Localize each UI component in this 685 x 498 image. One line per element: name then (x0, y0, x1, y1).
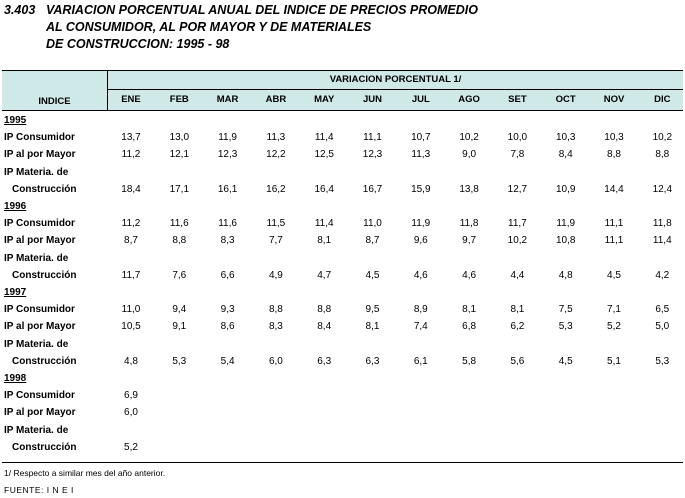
value-cell: 5,3 (558, 321, 573, 333)
value-cell: 8,1 (462, 304, 477, 316)
title-line-1: VARIACION PORCENTUAL ANUAL DEL INDICE DE PRECIOS PROMEDIO (46, 3, 478, 17)
value-cell: 11,2 (121, 218, 141, 230)
value-cell: 11,3 (411, 149, 431, 161)
year-label: 1996 (4, 201, 27, 212)
value-cell: 11,6 (169, 218, 189, 230)
row-label: IP Consumidor (4, 218, 75, 230)
value-cell: 11,5 (266, 218, 286, 230)
value-cell: 11,2 (121, 149, 141, 161)
value-cell: 8,4 (558, 149, 573, 161)
row-label: Construcción (12, 269, 77, 281)
table-row (0, 198, 685, 215)
value-cell: 7,1 (607, 304, 621, 316)
value-cell: 9,7 (462, 235, 477, 247)
value-cell: 6,0 (268, 355, 283, 367)
value-cell: 4,9 (268, 269, 283, 281)
value-cell: 10,2 (652, 132, 673, 144)
value-cell: 10,7 (411, 132, 431, 144)
value-cell: 12,2 (266, 149, 286, 161)
value-cell: 16,2 (266, 183, 286, 195)
value-cell: 11,9 (218, 132, 237, 144)
value-cell: 11,9 (411, 218, 431, 230)
value-cell: 8,4 (317, 321, 332, 333)
month-header-6: JUL (411, 94, 430, 105)
value-cell: 6,3 (317, 355, 332, 367)
value-cell: 4,7 (317, 269, 332, 281)
value-cell: 11,8 (652, 218, 672, 230)
year-label: 1998 (4, 373, 27, 384)
value-cell: 10,5 (121, 321, 141, 333)
value-cell: 13,0 (169, 132, 190, 144)
value-cell: 6,5 (655, 304, 670, 316)
value-cell: 5,1 (607, 355, 621, 367)
table-row (0, 267, 685, 284)
row-label: IP Materia. de (4, 166, 69, 178)
value-cell: 11,4 (314, 218, 334, 230)
table-row (0, 404, 685, 421)
row-label: IP al por Mayor (4, 149, 76, 161)
value-cell: 16,7 (362, 183, 383, 195)
month-header-0: ENE (121, 94, 141, 105)
row-label: IP al por Mayor (4, 407, 76, 419)
table-row (0, 284, 685, 301)
row-label: IP al por Mayor (4, 321, 76, 333)
table-row (0, 164, 685, 181)
value-cell: 11,9 (556, 218, 576, 230)
value-cell: 12,4 (652, 183, 673, 195)
value-cell: 4,5 (365, 269, 380, 281)
value-cell: 4,5 (607, 269, 621, 281)
value-cell: 9,3 (220, 304, 235, 316)
value-cell: 11,7 (121, 269, 141, 281)
value-cell: 10,9 (555, 183, 576, 195)
value-cell: 5,2 (124, 441, 138, 453)
table-header (2, 70, 683, 111)
value-cell: 6,1 (413, 355, 428, 367)
table-row (0, 301, 685, 318)
value-cell: 10,2 (507, 235, 528, 247)
indice-header-cell (2, 71, 108, 110)
value-cell: 11,0 (363, 218, 382, 230)
value-cell: 11,7 (508, 218, 527, 230)
value-cell: 5,4 (220, 355, 235, 367)
value-cell: 4,4 (510, 269, 525, 281)
value-cell: 8,3 (220, 235, 235, 247)
value-cell: 4,6 (462, 269, 477, 281)
table-row (0, 318, 685, 335)
value-cell: 8,1 (317, 235, 332, 247)
month-header-2: MAR (216, 94, 239, 105)
value-cell: 8,7 (124, 235, 138, 247)
value-cell: 12,7 (507, 183, 528, 195)
month-header-5: JUN (362, 94, 382, 105)
value-cell: 9,0 (462, 149, 477, 161)
table-row (0, 129, 685, 146)
value-cell: 11,1 (604, 235, 624, 247)
value-cell: 6,0 (124, 407, 138, 419)
value-cell: 5,2 (607, 321, 621, 333)
title-line-2: AL CONSUMIDOR, AL POR MAYOR Y DE MATERIALES (46, 20, 372, 34)
table-row (0, 422, 685, 439)
value-cell: 12,1 (169, 149, 190, 161)
value-cell: 15,9 (411, 183, 431, 195)
value-cell: 17,1 (169, 183, 190, 195)
month-header-4: MAY (314, 94, 335, 105)
value-cell: 8,8 (317, 304, 332, 316)
value-cell: 12,3 (362, 149, 383, 161)
title-line-3: DE CONSTRUCCION: 1995 - 98 (46, 37, 230, 51)
row-label: IP Consumidor (4, 132, 75, 144)
value-cell: 14,4 (604, 183, 624, 195)
row-label: IP Materia. de (4, 424, 69, 436)
value-cell: 4,2 (655, 269, 670, 281)
row-label: IP Materia. de (4, 338, 69, 350)
value-cell: 6,3 (365, 355, 380, 367)
value-cell: 11,1 (604, 218, 624, 230)
month-header-8: SET (508, 94, 527, 105)
value-cell: 12,3 (217, 149, 238, 161)
value-cell: 12,5 (314, 149, 334, 161)
value-cell: 9,1 (172, 321, 187, 333)
value-cell: 7,8 (510, 149, 525, 161)
value-cell: 9,4 (172, 304, 187, 316)
month-header-3: ABR (265, 94, 287, 105)
row-label: IP al por Mayor (4, 235, 76, 247)
row-label: IP Consumidor (4, 304, 75, 316)
value-cell: 10,8 (555, 235, 576, 247)
row-label: Construcción (12, 355, 77, 367)
table-title (4, 2, 478, 53)
table-row (0, 370, 685, 387)
row-label: Construcción (12, 441, 77, 453)
value-cell: 5,3 (172, 355, 187, 367)
value-cell: 8,1 (510, 304, 525, 316)
value-cell: 11,8 (459, 218, 479, 230)
value-cell: 13,8 (459, 183, 479, 195)
value-cell: 8,3 (268, 321, 283, 333)
value-cell: 11,0 (121, 304, 141, 316)
month-header-1: FEB (169, 94, 189, 105)
year-label: 1997 (4, 287, 27, 298)
table-row (0, 146, 685, 163)
value-cell: 4,8 (124, 355, 138, 367)
source-note: FUENTE: I N E I (4, 485, 74, 495)
row-label: Construcción (12, 183, 77, 195)
value-cell: 10,0 (507, 132, 528, 144)
value-cell: 9,5 (365, 304, 380, 316)
value-cell: 6,8 (462, 321, 477, 333)
row-label: IP Consumidor (4, 390, 75, 402)
value-cell: 7,4 (413, 321, 428, 333)
table-row (0, 181, 685, 198)
value-cell: 8,6 (220, 321, 235, 333)
value-cell: 4,8 (558, 269, 573, 281)
value-cell: 10,3 (604, 132, 624, 144)
year-label: 1995 (4, 115, 27, 126)
value-cell: 7,7 (268, 235, 283, 247)
table-row (0, 387, 685, 404)
value-cell: 11,4 (652, 235, 672, 247)
value-cell: 4,5 (558, 355, 573, 367)
value-cell: 8,7 (365, 235, 380, 247)
value-cell: 10,3 (555, 132, 576, 144)
table-row (0, 250, 685, 267)
value-cell: 9,6 (413, 235, 428, 247)
value-cell: 7,6 (172, 269, 187, 281)
value-cell: 13,7 (121, 132, 141, 144)
value-cell: 11,4 (314, 132, 334, 144)
value-cell: 8,8 (655, 149, 670, 161)
month-header-7: AGO (458, 94, 480, 105)
value-cell: 5,6 (510, 355, 525, 367)
month-header-11: DIC (654, 94, 671, 105)
row-label: IP Materia. de (4, 252, 69, 264)
value-cell: 6,9 (124, 390, 138, 402)
variacion-header: VARIACION PORCENTUAL 1/ (108, 71, 683, 90)
table-row (0, 439, 685, 456)
value-cell: 8,8 (268, 304, 283, 316)
value-cell: 5,8 (462, 355, 477, 367)
table-row (0, 353, 685, 370)
table-row (0, 232, 685, 249)
table-number: 3.403 (4, 3, 36, 17)
value-cell: 5,0 (655, 321, 670, 333)
value-cell: 8,8 (172, 235, 187, 247)
value-cell: 10,2 (459, 132, 479, 144)
value-cell: 6,6 (220, 269, 235, 281)
table-row (0, 112, 685, 129)
footnote: 1/ Respecto a similar mes del año anterior. (4, 468, 166, 478)
value-cell: 11,3 (266, 132, 286, 144)
value-cell: 8,9 (413, 304, 428, 316)
month-header-9: OCT (555, 94, 576, 105)
value-cell: 4,6 (413, 269, 428, 281)
table-row (0, 215, 685, 232)
value-cell: 5,3 (655, 355, 670, 367)
table-row (0, 336, 685, 353)
month-header-10: NOV (603, 94, 625, 105)
value-cell: 7,5 (558, 304, 573, 316)
value-cell: 16,4 (314, 183, 334, 195)
indice-header-label: INDICE (38, 96, 71, 107)
value-cell: 6,2 (510, 321, 525, 333)
footer-divider (2, 462, 683, 463)
value-cell: 11,1 (363, 132, 382, 144)
value-cell: 18,4 (121, 183, 141, 195)
value-cell: 8,1 (365, 321, 380, 333)
value-cell: 11,6 (218, 218, 237, 230)
value-cell: 8,8 (607, 149, 621, 161)
value-cell: 16,1 (217, 183, 238, 195)
